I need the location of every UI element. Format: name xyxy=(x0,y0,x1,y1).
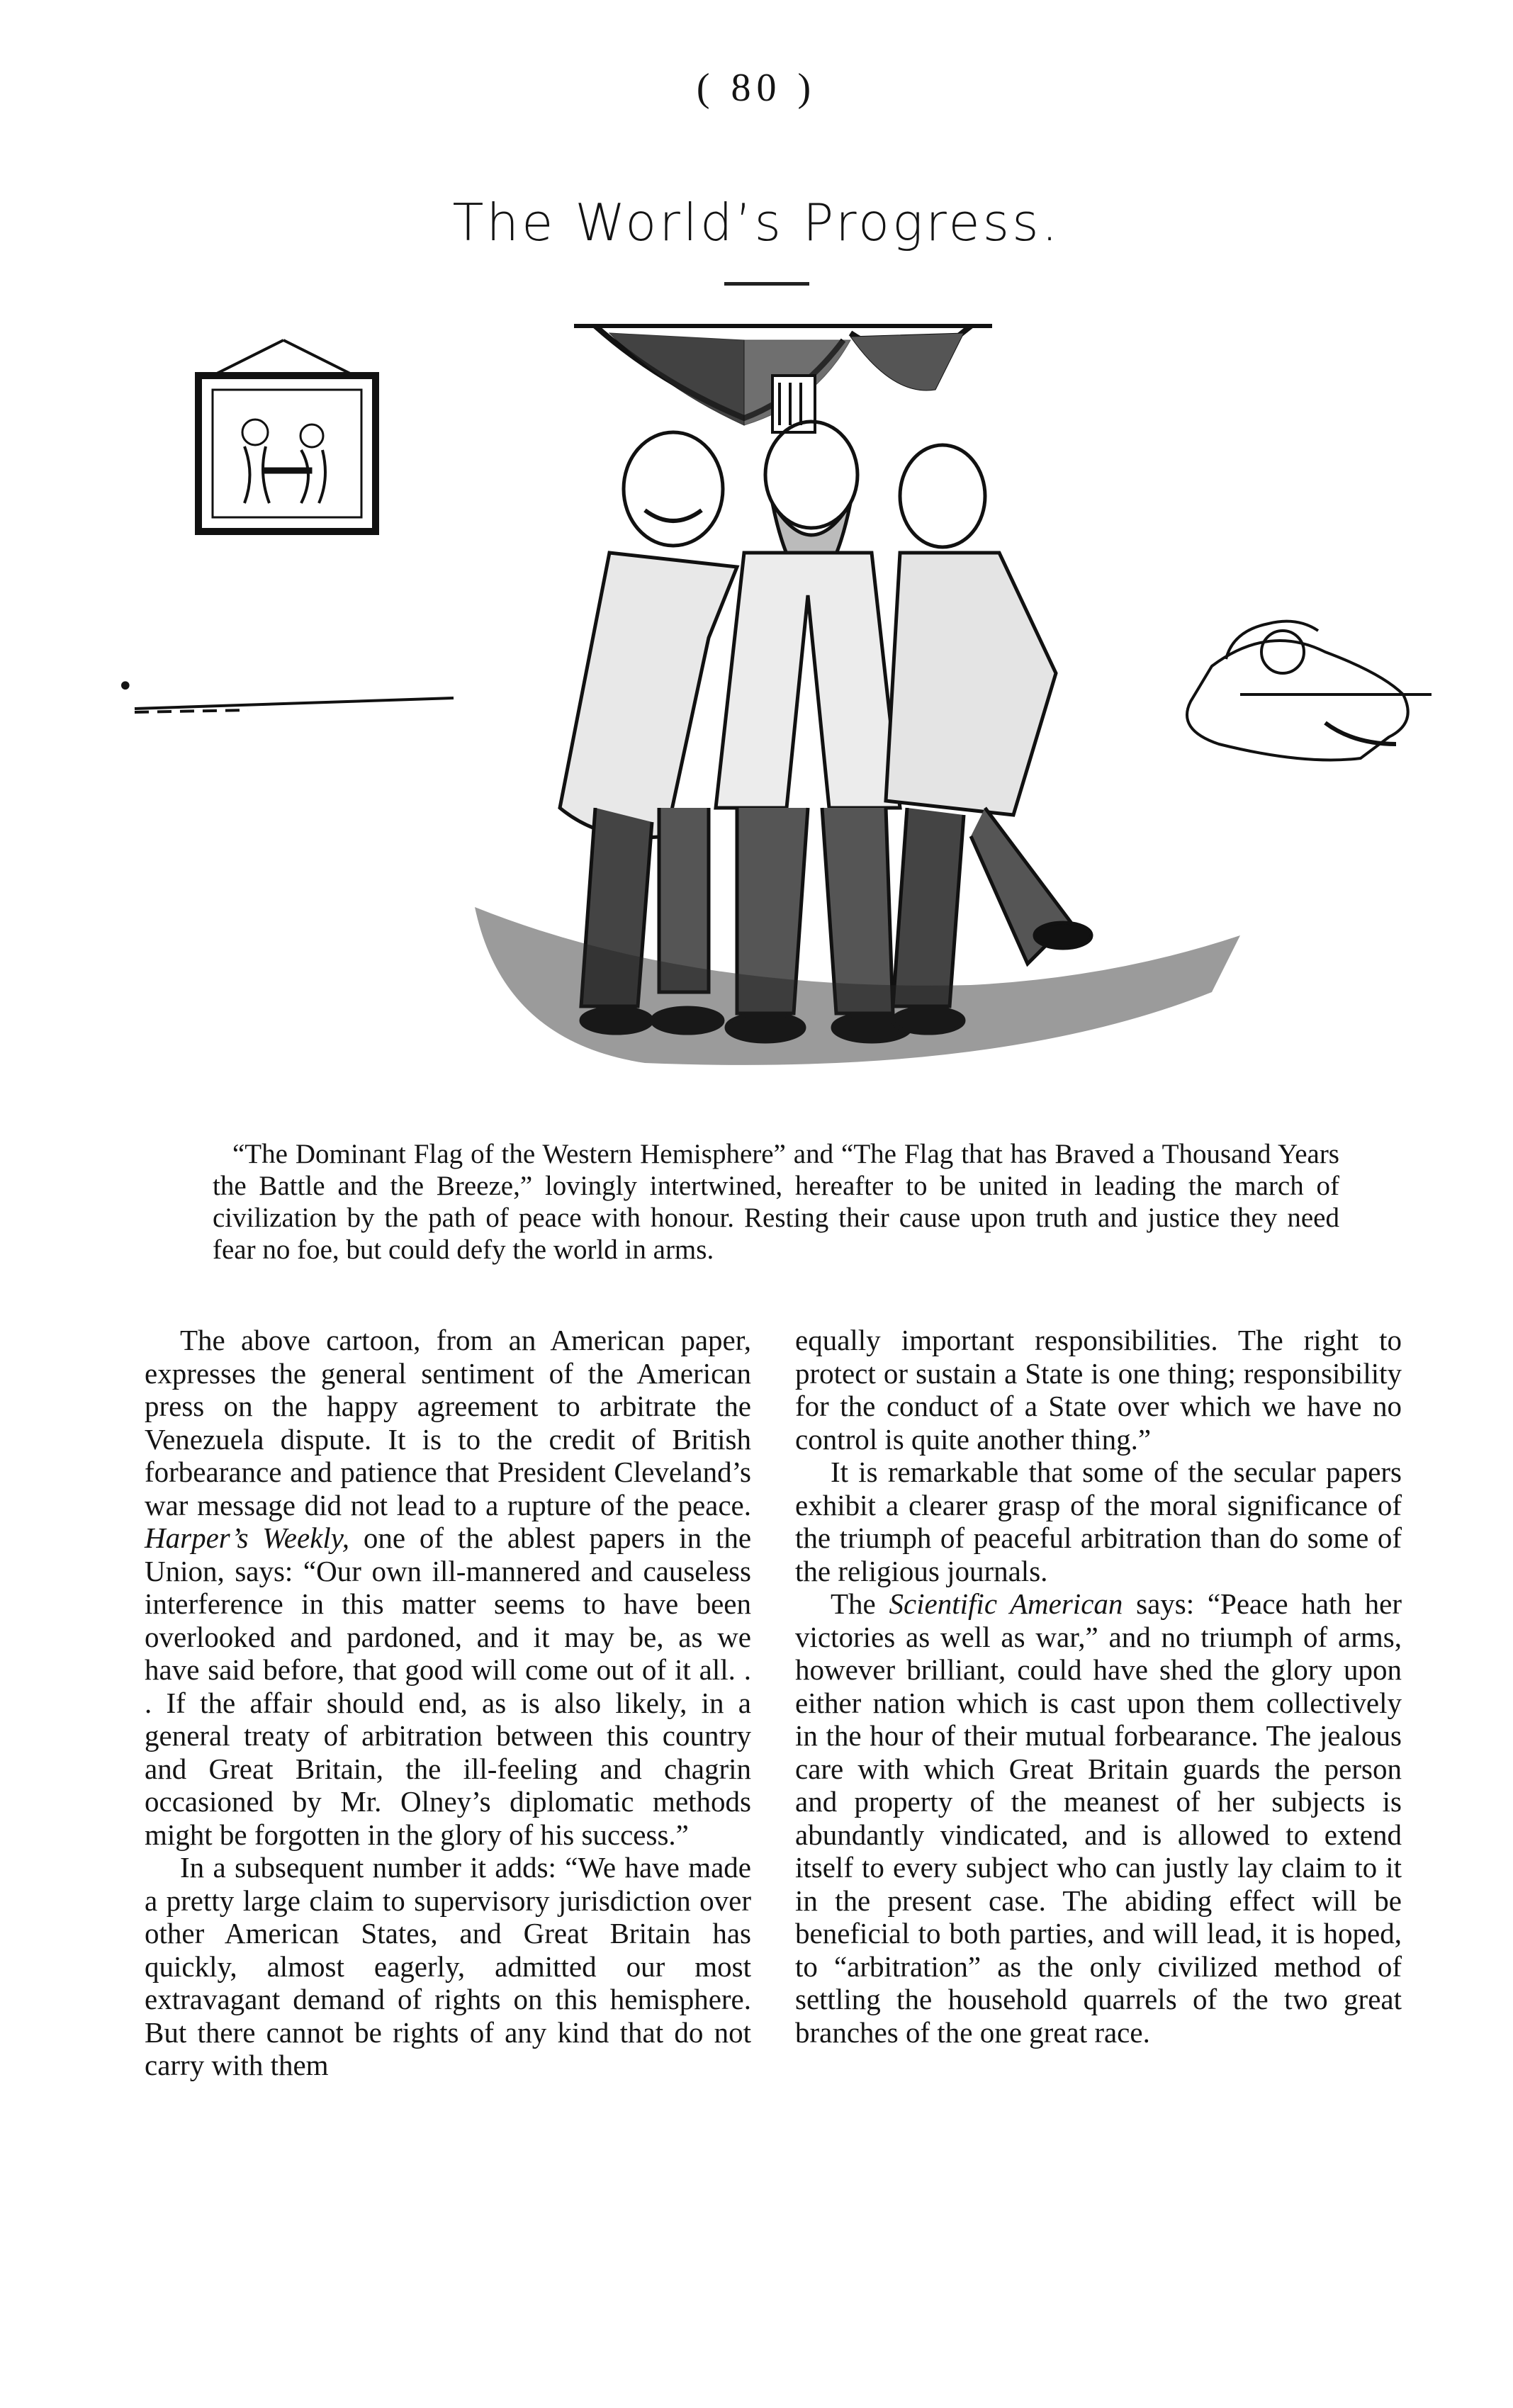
wall-picture xyxy=(198,340,376,531)
right-paragraph-1: equally important responsibilities. The right to protect or sustain a State is one thing; responsibility for the conduct of a State over which we have no control is quite another thing.” xyxy=(795,1324,1402,1456)
right-paragraph-3 xyxy=(795,1587,1402,2049)
scientific-american-title: Scientific American xyxy=(889,1587,1123,1620)
left-paragraph-2: In a subsequent number it adds: “We have made a pretty large claim to supervisory jurisdiction over other American States, and Great Britain has quickly, almost eagerly, admitted our most extravagant demand of rights on this hemisphere. But there cannot be rights of any kind that do not carry with them xyxy=(145,1851,751,2081)
draped-flags xyxy=(574,326,992,432)
cartoon-caption: “The Dominant Flag of the Western Hemisphere” and “The Flag that has Braved a Thousand Years the Battle and the Breeze,” lovingly intertwined, hereafter to be united in leading the march of civilization by the path of peace with honour. Resting their cause upon truth and justice they need fear no foe, but could defy the world in arms. xyxy=(213,1139,1339,1265)
right-p3-text-a: The xyxy=(831,1587,876,1620)
left-p1-text-a: The above cartoon, from an American paper, expresses the general sentiment of the American press on the happy agreement to arbitrate the Venezuela dispute. It is to the credit of British forbearance and patience that President Cleveland’s war message did not lead to a rupture of the peace. xyxy=(145,1324,751,1521)
figure-middle xyxy=(716,422,911,1042)
left-p1-text-b: one of the ablest papers in the Union, says: “Our own ill-mannered and causeless interference in this matter seems to have been overlooked and pardoned, and it may be, as we have said before, that good will come out of it all. . . If the affair should end, as is also likely, in a general treaty of arbitration between this country and Great Britain, the ill-feeling and chagrin occasioned by Mr. Olney’s diplomatic methods might be forgotten in the glory of his success.” xyxy=(145,1521,752,1851)
left-column xyxy=(145,1324,751,2082)
lion xyxy=(1187,621,1408,760)
right-column xyxy=(795,1324,1402,2049)
harpers-weekly-title: Harper’s Weekly, xyxy=(145,1521,349,1554)
figure-left xyxy=(560,432,737,1033)
right-p3-text-b: says: “Peace hath her victories as well as war,” and no triumph of arms, however brilliant, could have shed the glory upon either nation which is cast upon them collectively in the hour of their mutual forbearance. The jealous care with which Great Britain guards the person and property of the meanest of her subjects is abundantly vindicated, and is allowed to extend itself to every subject who can justly lay claim to it in the present case. The abiding effect will be beneficial to both parties, and will lead, it is hoped, to “arbitration” as the only civilized method of settling the household quarrels of the two great branches of the one great race. xyxy=(795,1587,1402,2049)
page-title: The World’s Progress. xyxy=(452,193,1061,252)
title-divider xyxy=(724,282,809,286)
right-paragraph-2: It is remarkable that some of the secular papers exhibit a clearer grasp of the moral significance of the triumph of peaceful arbitration than do some of the religious journals. xyxy=(795,1456,1402,1587)
cartoon-illustration xyxy=(120,298,1446,1120)
speck: • xyxy=(117,670,134,703)
left-paragraph-1 xyxy=(145,1324,751,1851)
figure-right xyxy=(886,445,1091,1033)
page-number: ( 80 ) xyxy=(696,66,817,110)
